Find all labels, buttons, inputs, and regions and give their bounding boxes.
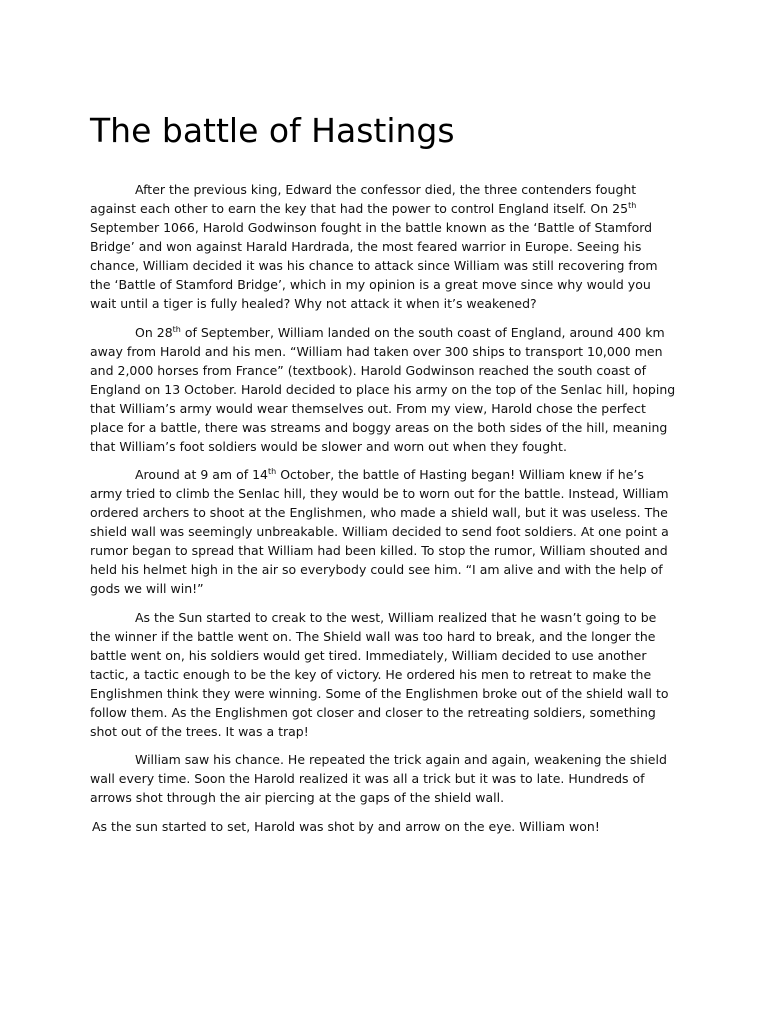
document-body bbox=[90, 180, 680, 845]
paragraph-3-text-2: October, the battle of Hasting began! William knew if he’s army tried to climb the Senlac hill, they would be to worn out for the battle. Instead, William ordered archers to shoot at the Englishmen, who made a shield wall, but it was useless. The shield wall was seemingly unbreakable. William decided to send foot soldiers. At one point a rumor began to spread that William had been killed. To stop the rumor, William shouted and held his helmet high in the air so everybody could see him. “I am alive and with the help of gods we will win!” bbox=[90, 467, 669, 596]
ordinal-suffix: th bbox=[172, 324, 181, 334]
paragraph-1-text-1: After the previous king, Edward the confessor died, the three contenders fought against each other to earn the key that had the power to control England itself. On 25 bbox=[90, 182, 637, 216]
paragraph-6-text-1: As the sun started to set, Harold was shot by and arrow on the eye. William won! bbox=[92, 818, 600, 834]
paragraph-1-text-2: September 1066, Harold Godwinson fought in the battle known as the ‘Battle of Stamford Bridge’ and won against Harald Hardrada, the most feared warrior in Europe. Seeing his chance, William decided it was his chance to attack since William was still recovering from the ‘Battle of Stamford Bridge’, which in my opinion is a great move since why would you wait until a tiger is fully healed? Why not attack it when it’s weakened? bbox=[90, 220, 658, 311]
paragraph-4-text-1: As the Sun started to creak to the west, William realized that he wasn’t going to be the winner if the battle went on. The Shield wall was too hard to break, and the longer the battle went on, his soldiers would get tired. Immediately, William decided to use another tactic, a tactic enough to be the key of victory. He ordered his men to retreat to make the Englishmen think they were winning. Some of the Englishmen broke out of the shield wall to follow them. As the Englishmen got closer and closer to the retreating soldiers, something shot out of the trees. It was a trap! bbox=[90, 609, 669, 739]
paragraph-2-text-2: of September, William landed on the south coast of England, around 400 km away from Harold and his men. “William had taken over 300 ships to transport 10,000 men and 2,000 horses from France” (textbook). Harold Godwinson reached the south coast of England on 13 October. Harold decided to place his army on the top of the Senlac hill, hoping that William’s army would wear themselves out. From my view, Harold chose the perfect place for a battle, there was streams and boggy areas on the both sides of the hill, meaning that William’s foot soldiers would be slower and worn out when they fought. bbox=[90, 324, 676, 454]
paragraph-1 bbox=[90, 180, 680, 313]
paragraph-3-text-1: Around at 9 am of 14 bbox=[135, 467, 269, 482]
ordinal-suffix: th bbox=[268, 467, 277, 476]
paragraph-3 bbox=[90, 465, 680, 598]
paragraph-5-text-1: William saw his chance. He repeated the trick again and again, weakening the shield wall every time. Soon the Harold realized it was all a trick but it was to late. Hundreds of arrows shot through the air piercing at the gaps of the shield wall. bbox=[90, 752, 667, 805]
paragraph-2 bbox=[90, 323, 680, 456]
paragraph-2-text-1: On 28 bbox=[135, 324, 173, 340]
paragraph-4 bbox=[90, 608, 680, 741]
paragraph-5 bbox=[90, 750, 680, 807]
ordinal-suffix: th bbox=[628, 201, 637, 210]
paragraph-6 bbox=[90, 817, 680, 836]
document-title: The battle of Hastings bbox=[90, 111, 455, 150]
